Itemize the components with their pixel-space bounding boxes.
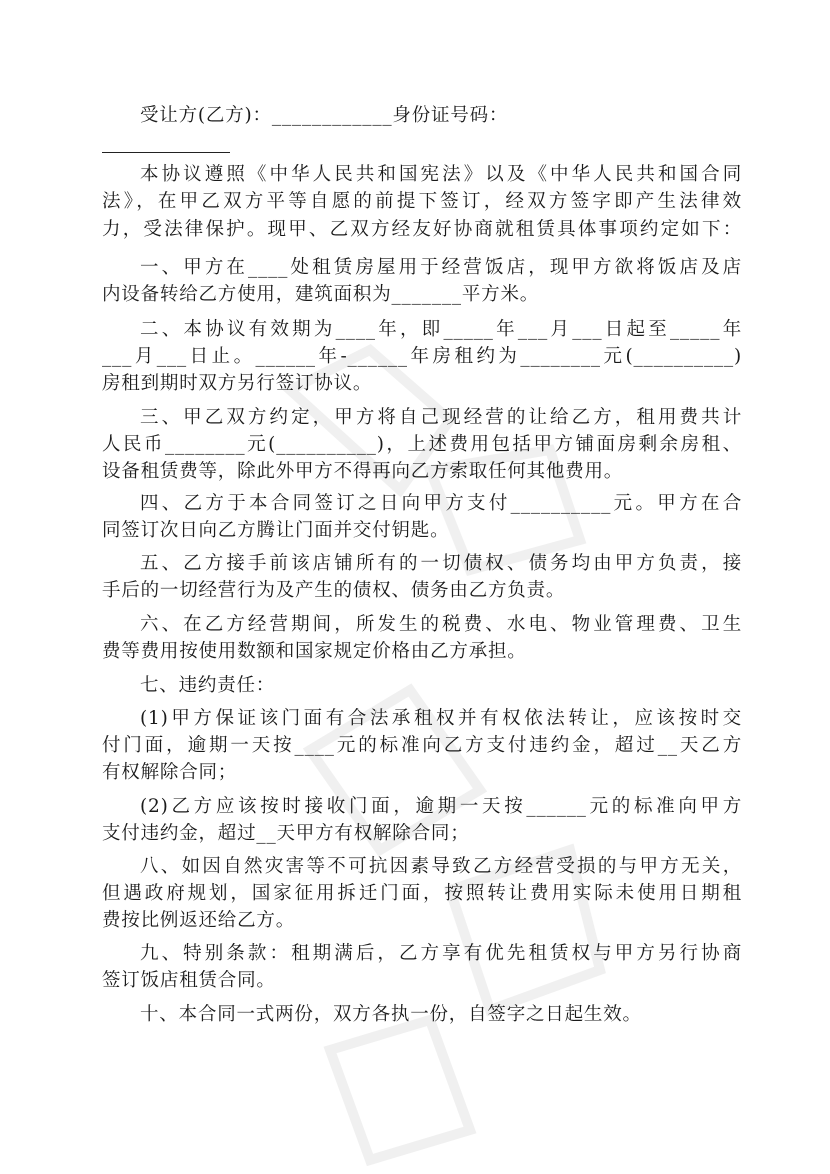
clause-3-line-1: 三、甲乙双方约定，甲方将自己现经营的让给乙方，租用费共计 <box>140 407 742 428</box>
clause-7-2-line-2: 支付违约金，超过__天甲方有权解除合同； <box>102 823 470 844</box>
signature-underline <box>102 152 230 153</box>
clause-8-line-1: 八、如因自然灾害等不可抗因素导致乙方经营受损的与甲方无关， <box>140 856 742 877</box>
clause-8-line-2: 但遇政府规划，国家征用拆迁门面，按照转让费用实际未使用日期租 <box>102 883 742 904</box>
clause-4-line-2: 同签订次日向乙方腾让门面并交付钥匙。 <box>102 520 450 541</box>
clause-1-line-1: 一、甲方在____处租赁房屋用于经营饭店，现甲方欲将饭店及店 <box>140 257 742 278</box>
preamble-line-2: 法》，在甲乙双方平等自愿的前提下签订，经双方签字即产生法律效 <box>102 191 742 212</box>
clause-3-line-2: 人民币________元(__________)，上述费用包括甲方铺面房剩余房租、 <box>102 434 742 455</box>
clause-3-line-3: 设备租赁费等，除此外甲方不得再向乙方索取任何其他费用。 <box>102 461 624 482</box>
clause-9-line-1: 九、特别条款：租期满后，乙方享有优先租赁权与甲方另行协商 <box>140 943 742 964</box>
clause-2-line-1: 二、本协议有效期为____年，即_____年___月___日起至_____年 <box>140 319 742 340</box>
preamble-line-1: 本协议遵照《中华人民共和国宪法》以及《中华人民共和国合同 <box>140 164 742 185</box>
clause-5-line-1: 五、乙方接手前该店铺所有的一切债权、债务均由甲方负责，接 <box>140 553 742 574</box>
clause-7-2-line-1: (2)乙方应该按时接收门面，逾期一天按______元的标准向甲方 <box>140 796 742 817</box>
clause-1-line-2: 内设备转给乙方使用，建筑面积为_______平方米。 <box>102 284 540 305</box>
clause-2-line-3: 房租到期时双方另行签订协议。 <box>102 373 373 394</box>
clause-6-line-1: 六、在乙方经营期间，所发生的税费、水电、物业管理费、卫生 <box>140 614 742 635</box>
clause-7-1-line-3: 有权解除合同； <box>102 762 238 783</box>
clause-4-line-1: 四、乙方于本合同签订之日向甲方支付__________元。甲方在合 <box>140 493 742 514</box>
party-b-line: 受让方(乙方)：____________身份证号码： <box>140 105 509 126</box>
clause-9-line-2: 签订饭店租赁合同。 <box>102 970 276 991</box>
clause-8-line-3: 费按比例返还给乙方。 <box>102 910 296 931</box>
clause-2-line-2: ___月___日止。______年-______年房租约为________元(__________) <box>102 346 742 367</box>
clause-7-1-line-1: (1)甲方保证该门面有合法承租权并有权依法转让，应该按时交 <box>140 708 742 729</box>
clause-5-line-2: 手后的一切经营行为及产生的债权、债务由乙方负责。 <box>102 580 566 601</box>
clause-6-line-2: 费等费用按使用数额和国家规定价格由乙方承担。 <box>102 641 527 662</box>
preamble-line-3: 力，受法律保护。现甲、乙双方经友好协商就租赁具体事项约定如下： <box>102 219 742 240</box>
clause-10-line-1: 十、本合同一式两份，双方各执一份，自签字之日起生效。 <box>140 1004 642 1025</box>
clause-7-1-line-2: 付门面，逾期一天按____元的标准向乙方支付违约金，超过__天乙方 <box>102 735 742 756</box>
clause-7-heading: 七、违约责任： <box>140 675 276 696</box>
